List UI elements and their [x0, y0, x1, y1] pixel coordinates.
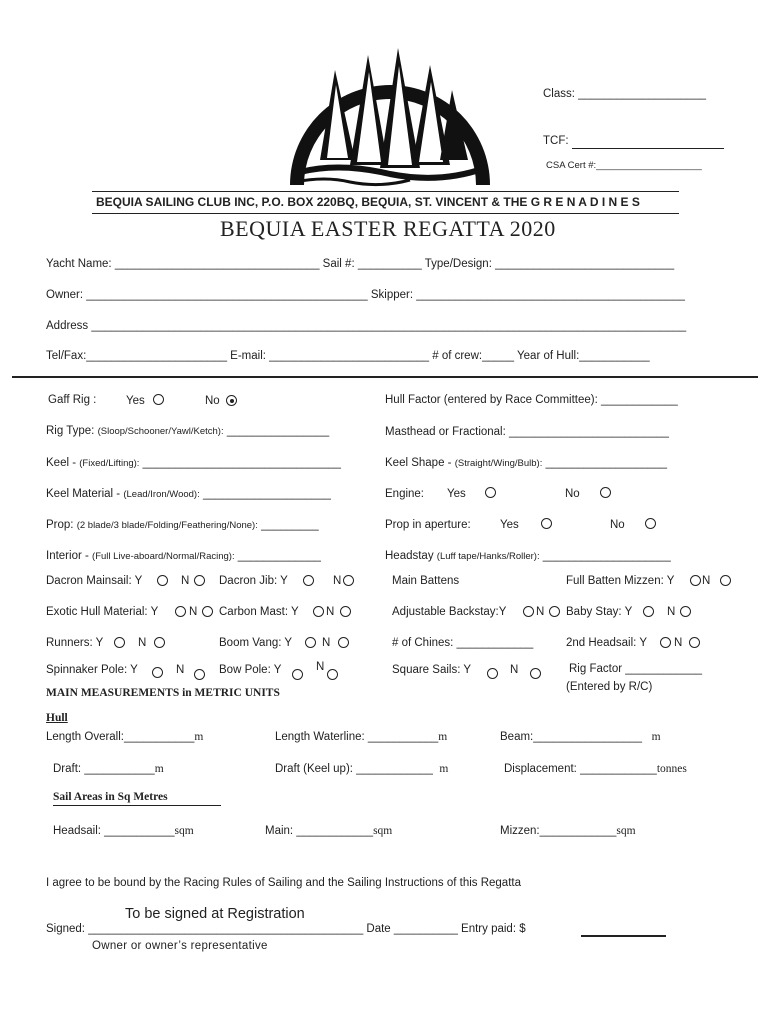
prop-aperture-yes-radio[interactable] — [541, 518, 552, 529]
tcf-field-line[interactable] — [572, 148, 724, 149]
dacron-jib-n-radio[interactable] — [343, 575, 354, 586]
draft-keel-up-field[interactable] — [275, 763, 448, 775]
dacron-mainsail-y-radio[interactable] — [157, 575, 168, 586]
keel-label: Keel - — [46, 457, 77, 469]
rig-type-field[interactable] — [46, 425, 329, 437]
sailboats-logo-icon — [280, 40, 500, 190]
bow-pole-label: Bow Pole: Y — [219, 664, 282, 676]
bow-pole-n-radio[interactable] — [327, 669, 338, 680]
draft-unit: m — [154, 763, 164, 775]
bow-pole-y-radio[interactable] — [292, 669, 303, 680]
prop-aperture-label: Prop in aperture: — [385, 519, 471, 531]
n-label: N — [138, 637, 147, 649]
headsail-field[interactable] — [53, 825, 194, 837]
gaff-no-radio[interactable] — [226, 395, 237, 406]
square-sails-y-radio[interactable] — [487, 668, 498, 679]
chines-field[interactable]: # of Chines: ____________ — [392, 637, 534, 649]
engine-no-radio[interactable] — [600, 487, 611, 498]
n-label: N — [322, 637, 331, 649]
adjustable-backstay-y-radio[interactable] — [523, 606, 534, 617]
n-label: N — [674, 637, 683, 649]
length-waterline-unit: m — [438, 731, 448, 743]
engine-label: Engine: — [385, 488, 425, 500]
keel-shape-field[interactable] — [385, 457, 667, 469]
rig-factor-field[interactable]: Rig Factor ____________ — [569, 663, 702, 675]
n-label: N — [326, 606, 335, 618]
keel-shape-line[interactable]: ___________________ — [545, 457, 668, 469]
length-waterline-label: Length Waterline: — [275, 731, 365, 743]
headsail-unit: sqm — [174, 825, 194, 837]
n-label: N — [536, 606, 545, 618]
hull-factor-field[interactable]: Hull Factor (entered by Race Committee): ____________ — [385, 394, 678, 406]
section-divider — [12, 376, 758, 378]
prop-line[interactable]: _________ — [261, 519, 319, 531]
runners-y-radio[interactable] — [114, 637, 125, 648]
boom-vang-y-radio[interactable] — [305, 637, 316, 648]
engine-yes-radio[interactable] — [485, 487, 496, 498]
main-sail-unit: sqm — [373, 825, 393, 837]
prop-field[interactable] — [46, 519, 319, 531]
exotic-hull-label: Exotic Hull Material: Y — [46, 606, 159, 618]
divider — [92, 191, 679, 192]
draft-line[interactable]: ___________ — [84, 763, 155, 775]
interior-field[interactable] — [46, 550, 321, 562]
prop-aperture-no-radio[interactable] — [645, 518, 656, 529]
draft-keel-up-unit: m — [439, 763, 449, 775]
second-headsail-label: 2nd Headsail: Y — [566, 637, 647, 649]
length-waterline-line[interactable]: ___________ — [367, 731, 439, 743]
gaff-rig-label: Gaff Rig : — [48, 394, 97, 406]
dacron-jib-y-radio[interactable] — [303, 575, 314, 586]
displacement-unit: tonnes — [656, 763, 687, 775]
n-label: N — [316, 661, 325, 673]
headstay-field[interactable] — [385, 550, 671, 562]
keel-line[interactable]: _______________________________ — [142, 457, 341, 469]
length-overall-label: Length Overall: — [46, 731, 124, 743]
displacement-field[interactable] — [504, 763, 687, 775]
n-label: N — [667, 606, 676, 618]
rig-type-label: Rig Type: — [46, 425, 95, 437]
divider — [92, 213, 679, 214]
adjustable-backstay-label: Adjustable Backstay:Y — [392, 606, 507, 618]
masthead-field[interactable]: Masthead or Fractional: _________________________ — [385, 426, 669, 438]
owner-row[interactable]: Owner: ____________________________________________ Skipper: __________________________________________ — [46, 289, 685, 301]
prop-aperture-no-label: No — [610, 519, 625, 531]
prop-aperture-yes-label: Yes — [500, 519, 519, 531]
mizzen-line[interactable]: ____________ — [539, 825, 617, 837]
prop-hint: (2 blade/3 blade/Folding/Feathering/None): — [76, 520, 258, 531]
full-batten-mizzen-n-radio[interactable] — [720, 575, 731, 586]
n-label: N — [181, 575, 190, 587]
length-overall-field[interactable] — [46, 731, 203, 743]
n-label: N — [176, 664, 185, 676]
mizzen-field[interactable] — [500, 825, 636, 837]
carbon-mast-label: Carbon Mast: Y — [219, 606, 299, 618]
beam-label: Beam: — [500, 731, 534, 743]
n-label: N — [702, 575, 711, 587]
mizzen-unit: sqm — [616, 825, 636, 837]
n-label: N — [189, 606, 198, 618]
keel-shape-hint: (Straight/Wing/Bulb): — [454, 458, 543, 469]
second-headsail-n-radio[interactable] — [689, 637, 700, 648]
main-battens-label: Main Battens — [392, 575, 460, 587]
draft-field[interactable] — [53, 763, 164, 775]
keel-hint: (Fixed/Lifting): — [79, 458, 140, 469]
headstay-label: Headstay — [385, 550, 434, 562]
spinnaker-pole-y-radio[interactable] — [152, 667, 163, 678]
baby-stay-y-radio[interactable] — [643, 606, 654, 617]
second-headsail-y-radio[interactable] — [660, 637, 671, 648]
keel-shape-label: Keel Shape - — [385, 457, 452, 469]
address-row[interactable]: Address _____________________________________________________________________________________________ — [46, 320, 687, 332]
adjustable-backstay-n-radio[interactable] — [549, 606, 560, 617]
runners-label: Runners: Y — [46, 637, 104, 649]
spinnaker-pole-label: Spinnaker Pole: Y — [46, 664, 138, 676]
square-sails-n-radio[interactable] — [530, 668, 541, 679]
exotic-hull-y-radio[interactable] — [175, 606, 186, 617]
gaff-yes-label: Yes — [126, 395, 145, 407]
headstay-hint: (Luff tape/Hanks/Roller): — [436, 551, 540, 562]
beam-unit: m — [651, 731, 661, 743]
yacht-name-row[interactable]: Yacht Name: ________________________________ Sail #: __________ Type/Design: ____________________________ — [46, 258, 675, 270]
n-label: N — [333, 575, 342, 587]
keel-material-hint: (Lead/Iron/Wood): — [123, 489, 200, 500]
hull-heading: Hull — [46, 712, 68, 724]
keel-material-label: Keel Material - — [46, 488, 121, 500]
length-waterline-field[interactable] — [275, 731, 447, 743]
dacron-mainsail-n-radio[interactable] — [194, 575, 205, 586]
gaff-no-label: No — [205, 395, 220, 407]
keel-material-field[interactable] — [46, 488, 331, 500]
gaff-yes-radio[interactable] — [153, 394, 164, 405]
headsail-label: Headsail: — [53, 825, 101, 837]
draft-keel-up-label: Draft (Keel up): — [275, 763, 353, 775]
interior-line[interactable]: _____________ — [237, 550, 321, 562]
owner-rep-caption: Owner or owner’s representative — [92, 940, 268, 952]
n-label: N — [510, 664, 519, 676]
signature-row[interactable]: Signed: ___________________________________________ Date __________ Entry paid: $ — [46, 923, 526, 935]
main-sail-label: Main: — [265, 825, 294, 837]
tcf-label: TCF: — [543, 135, 569, 147]
carbon-mast-n-radio[interactable] — [340, 606, 351, 617]
engine-yes-label: Yes — [447, 488, 466, 500]
baby-stay-n-radio[interactable] — [680, 606, 691, 617]
dacron-mainsail-label: Dacron Mainsail: Y — [46, 575, 143, 587]
dacron-jib-label: Dacron Jib: Y — [219, 575, 288, 587]
length-overall-unit: m — [194, 731, 204, 743]
keel-material-line[interactable]: ____________________ — [202, 488, 331, 500]
headsail-line[interactable]: ___________ — [104, 825, 175, 837]
keel-field[interactable] — [46, 457, 341, 469]
mizzen-label: Mizzen: — [500, 825, 540, 837]
rig-type-line[interactable]: ________________ — [226, 425, 330, 437]
baby-stay-label: Baby Stay: Y — [566, 606, 633, 618]
interior-hint: (Full Live-aboard/Normal/Racing): — [92, 551, 235, 562]
boom-vang-label: Boom Vang: Y — [219, 637, 293, 649]
engine-no-label: No — [565, 488, 580, 500]
beam-field[interactable] — [500, 731, 661, 743]
draft-label: Draft: — [53, 763, 82, 775]
entry-paid-line[interactable] — [581, 935, 666, 937]
beam-line[interactable]: _________________ — [533, 731, 642, 743]
runners-n-radio[interactable] — [154, 637, 165, 648]
full-batten-mizzen-label: Full Batten Mizzen: Y — [566, 575, 675, 587]
exotic-hull-n-radio[interactable] — [202, 606, 213, 617]
rig-type-hint: (Sloop/Schooner/Yawl/Ketch): — [97, 426, 224, 437]
signing-note: To be signed at Registration — [125, 906, 305, 922]
csa-cert-field[interactable]: CSA Cert #:____________________ — [546, 160, 702, 171]
square-sails-label: Square Sails: Y — [392, 664, 472, 676]
length-overall-line[interactable]: ___________ — [124, 731, 195, 743]
page-title: BEQUIA EASTER REGATTA 2020 — [220, 216, 556, 241]
headstay-line[interactable]: ____________________ — [542, 550, 671, 562]
rig-factor-note: (Entered by R/C) — [566, 681, 653, 693]
main-sail-field[interactable] — [265, 825, 392, 837]
full-batten-mizzen-y-radio[interactable] — [690, 575, 701, 586]
interior-label: Interior - — [46, 550, 89, 562]
sail-areas-heading: Sail Areas in Sq Metres — [53, 791, 168, 803]
spinnaker-pole-n-radio[interactable] — [194, 669, 205, 680]
sail-areas-underline — [53, 805, 221, 806]
displacement-label: Displacement: — [504, 763, 577, 775]
draft-keel-up-line[interactable]: ____________ — [356, 763, 433, 775]
telfax-row[interactable]: Tel/Fax:______________________ E-mail: _________________________ # of crew:_____ Year of Hull:___________ — [46, 350, 650, 362]
main-measurements-heading: MAIN MEASUREMENTS in METRIC UNITS — [46, 687, 280, 699]
displacement-line[interactable]: ____________ — [580, 763, 657, 775]
club-address: BEQUIA SAILING CLUB INC, P.O. BOX 220BQ, BEQUIA, ST. VINCENT & THE G R E N A D I N E S — [96, 195, 640, 209]
main-sail-line[interactable]: ____________ — [296, 825, 374, 837]
prop-label: Prop: — [46, 519, 74, 531]
class-field[interactable]: Class: ____________________ — [543, 88, 707, 100]
agreement-text: I agree to be bound by the Racing Rules of Sailing and the Sailing Instructions of this Regatta — [46, 877, 521, 889]
carbon-mast-y-radio[interactable] — [313, 606, 324, 617]
boom-vang-n-radio[interactable] — [338, 637, 349, 648]
